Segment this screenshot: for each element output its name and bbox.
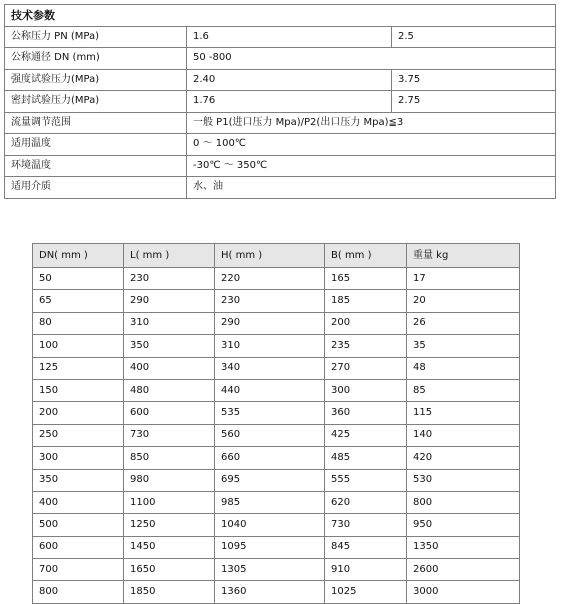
cell-l: 310: [124, 312, 215, 334]
cell-dn: 125: [33, 357, 124, 379]
cell-h: 535: [215, 402, 325, 424]
cell-h: 220: [215, 268, 325, 290]
table-row: [33, 402, 520, 424]
cell-l: 480: [124, 379, 215, 401]
dimensions-header-row: [33, 244, 520, 268]
table-row: [33, 491, 520, 513]
table-row: [33, 312, 520, 334]
column-header-b: B( mm ): [325, 244, 407, 268]
table-row: [33, 514, 520, 536]
cell-h: 660: [215, 447, 325, 469]
spec-value: 水、油: [187, 177, 556, 199]
cell-b: 200: [325, 312, 407, 334]
spec-value: 2.5: [392, 26, 556, 48]
cell-h: 1305: [215, 559, 325, 581]
table-row: [33, 379, 520, 401]
spec-row: [5, 155, 556, 177]
spec-label: 适用温度: [5, 134, 187, 156]
cell-l: 1850: [124, 581, 215, 603]
cell-h: 290: [215, 312, 325, 334]
spec-value: 1.6: [187, 26, 392, 48]
cell-l: 980: [124, 469, 215, 491]
cell-b: 270: [325, 357, 407, 379]
table-row: [33, 469, 520, 491]
spec-label: 公称通径 DN (mm): [5, 48, 187, 70]
table-row: [33, 357, 520, 379]
column-header-l: L( mm ): [124, 244, 215, 268]
cell-dn: 500: [33, 514, 124, 536]
spec-value: 一般 P1(进口压力 Mpa)/P2(出口压力 Mpa)≦3: [187, 112, 556, 134]
cell-dn: 50: [33, 268, 124, 290]
cell-h: 1360: [215, 581, 325, 603]
cell-weight: 20: [407, 290, 520, 312]
spec-value: 1.76: [187, 91, 392, 113]
spec-value: -30℃ ～ 350℃: [187, 155, 556, 177]
cell-b: 185: [325, 290, 407, 312]
table-row: [33, 559, 520, 581]
spec-row: [5, 91, 556, 113]
cell-h: 230: [215, 290, 325, 312]
cell-b: 620: [325, 491, 407, 513]
cell-dn: 700: [33, 559, 124, 581]
cell-dn: 100: [33, 335, 124, 357]
table-row: [33, 268, 520, 290]
cell-b: 730: [325, 514, 407, 536]
cell-l: 600: [124, 402, 215, 424]
spec-value: 50 -800: [187, 48, 556, 70]
cell-l: 850: [124, 447, 215, 469]
spec-label: 流量调节范围: [5, 112, 187, 134]
cell-weight: 3000: [407, 581, 520, 603]
cell-b: 910: [325, 559, 407, 581]
cell-dn: 600: [33, 536, 124, 558]
spec-value: 2.40: [187, 69, 392, 91]
cell-b: 485: [325, 447, 407, 469]
spec-title-row: [5, 5, 556, 27]
cell-weight: 17: [407, 268, 520, 290]
cell-l: 1450: [124, 536, 215, 558]
spec-value: 2.75: [392, 91, 556, 113]
cell-dn: 800: [33, 581, 124, 603]
cell-h: 1040: [215, 514, 325, 536]
cell-h: 1095: [215, 536, 325, 558]
spec-row: [5, 134, 556, 156]
cell-l: 1650: [124, 559, 215, 581]
cell-l: 230: [124, 268, 215, 290]
cell-dn: 350: [33, 469, 124, 491]
column-header-dn: DN( mm ): [33, 244, 124, 268]
spec-row: [5, 26, 556, 48]
cell-dn: 300: [33, 447, 124, 469]
spec-row: [5, 177, 556, 199]
cell-weight: 800: [407, 491, 520, 513]
spec-label: 公称压力 PN (MPa): [5, 26, 187, 48]
cell-dn: 200: [33, 402, 124, 424]
cell-h: 985: [215, 491, 325, 513]
cell-h: 340: [215, 357, 325, 379]
cell-weight: 950: [407, 514, 520, 536]
cell-dn: 400: [33, 491, 124, 513]
cell-l: 290: [124, 290, 215, 312]
cell-weight: 420: [407, 447, 520, 469]
spec-value: 3.75: [392, 69, 556, 91]
cell-weight: 115: [407, 402, 520, 424]
cell-l: 400: [124, 357, 215, 379]
cell-weight: 48: [407, 357, 520, 379]
table-row: [33, 581, 520, 603]
cell-weight: 140: [407, 424, 520, 446]
cell-l: 730: [124, 424, 215, 446]
cell-h: 310: [215, 335, 325, 357]
cell-dn: 150: [33, 379, 124, 401]
cell-weight: 26: [407, 312, 520, 334]
spec-title: 技术参数: [5, 5, 556, 27]
spec-row: [5, 112, 556, 134]
cell-l: 1250: [124, 514, 215, 536]
dimensions-table: [32, 243, 520, 604]
column-header-h: H( mm ): [215, 244, 325, 268]
spec-value: 0 ～ 100℃: [187, 134, 556, 156]
spec-row: [5, 48, 556, 70]
cell-b: 300: [325, 379, 407, 401]
cell-b: 165: [325, 268, 407, 290]
cell-dn: 80: [33, 312, 124, 334]
spec-row: [5, 69, 556, 91]
cell-dn: 250: [33, 424, 124, 446]
cell-b: 235: [325, 335, 407, 357]
table-row: [33, 536, 520, 558]
cell-h: 695: [215, 469, 325, 491]
cell-h: 440: [215, 379, 325, 401]
cell-b: 425: [325, 424, 407, 446]
table-row: [33, 424, 520, 446]
cell-l: 1100: [124, 491, 215, 513]
spec-label: 强度试验压力(MPa): [5, 69, 187, 91]
cell-dn: 65: [33, 290, 124, 312]
cell-h: 560: [215, 424, 325, 446]
table-row: [33, 290, 520, 312]
cell-weight: 35: [407, 335, 520, 357]
spec-label: 环境温度: [5, 155, 187, 177]
spec-label: 密封试验压力(MPa): [5, 91, 187, 113]
cell-weight: 85: [407, 379, 520, 401]
column-header-weight: 重量 kg: [407, 244, 520, 268]
cell-weight: 530: [407, 469, 520, 491]
cell-b: 555: [325, 469, 407, 491]
cell-b: 845: [325, 536, 407, 558]
spec-label: 适用介质: [5, 177, 187, 199]
table-row: [33, 447, 520, 469]
cell-l: 350: [124, 335, 215, 357]
table-row: [33, 335, 520, 357]
cell-weight: 1350: [407, 536, 520, 558]
cell-b: 1025: [325, 581, 407, 603]
cell-b: 360: [325, 402, 407, 424]
technical-parameters-table: [4, 4, 556, 199]
cell-weight: 2600: [407, 559, 520, 581]
